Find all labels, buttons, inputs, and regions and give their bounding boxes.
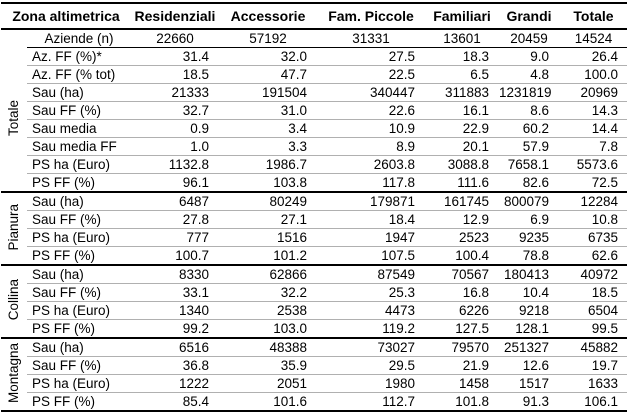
data-cell: 10.9 [317, 120, 425, 138]
group-label-montagna [1, 338, 27, 411]
data-cell: 14.4 [559, 120, 627, 138]
data-cell: 79570 [425, 338, 499, 357]
data-cell: 1222 [131, 375, 219, 393]
data-cell: 112.7 [317, 393, 425, 412]
data-cell: 1516 [219, 229, 317, 247]
row-label: PS FF (%) [27, 393, 131, 412]
data-cell: 27.8 [131, 211, 219, 229]
data-cell: 21333 [131, 84, 219, 102]
table-row [1, 393, 627, 412]
data-cell: 128.1 [499, 320, 559, 339]
column-header-totale: Totale [559, 3, 627, 29]
data-cell: 22.5 [317, 66, 425, 84]
data-cell: 4473 [317, 302, 425, 320]
data-cell: 103.0 [219, 320, 317, 339]
group-label-pianura [1, 192, 27, 265]
data-cell: 1132.8 [131, 156, 219, 174]
data-cell: 22.6 [317, 102, 425, 120]
data-cell: 119.2 [317, 320, 425, 339]
row-label: Sau media FF [27, 138, 131, 156]
data-cell: 1947 [317, 229, 425, 247]
table-row [1, 192, 627, 211]
data-cell: 14.3 [559, 102, 627, 120]
data-cell: 6487 [131, 192, 219, 211]
data-cell: 19.7 [559, 357, 627, 375]
table-row [1, 48, 627, 66]
data-cell: 60.2 [499, 120, 559, 138]
data-cell: 6.5 [425, 66, 499, 84]
data-cell: 117.8 [317, 174, 425, 193]
data-cell: 20.1 [425, 138, 499, 156]
group-label-text: Montagna [6, 342, 22, 404]
data-cell: 13601 [425, 29, 499, 48]
table-row-aziende [1, 29, 627, 48]
data-cell: 25.3 [317, 284, 425, 302]
row-label: PS ha (Euro) [27, 375, 131, 393]
data-cell: 3088.8 [425, 156, 499, 174]
data-cell: 161745 [425, 192, 499, 211]
data-cell: 9218 [499, 302, 559, 320]
data-cell: 18.5 [131, 66, 219, 84]
row-label: PS FF (%) [27, 320, 131, 339]
row-label: Sau FF (%) [27, 211, 131, 229]
row-label: Sau media [27, 120, 131, 138]
data-cell: 8.9 [317, 138, 425, 156]
data-cell: 2603.8 [317, 156, 425, 174]
data-cell: 32.2 [219, 284, 317, 302]
table-row [1, 320, 627, 339]
table-row [1, 66, 627, 84]
data-cell: 100.4 [425, 247, 499, 266]
group-label-text: Totale [6, 99, 22, 136]
data-cell: 27.1 [219, 211, 317, 229]
data-cell: 57.9 [499, 138, 559, 156]
data-cell: 1231819 [499, 84, 559, 102]
data-cell: 8.6 [499, 102, 559, 120]
data-cell: 32.7 [131, 102, 219, 120]
row-label: PS FF (%) [27, 174, 131, 193]
data-cell: 100.7 [131, 247, 219, 266]
data-cell: 111.6 [425, 174, 499, 193]
data-cell: 21.9 [425, 357, 499, 375]
data-cell: 1517 [499, 375, 559, 393]
data-cell: 10.8 [559, 211, 627, 229]
data-cell: 0.9 [131, 120, 219, 138]
data-cell: 20459 [499, 29, 559, 48]
data-cell: 16.1 [425, 102, 499, 120]
data-cell: 1986.7 [219, 156, 317, 174]
data-cell: 70567 [425, 265, 499, 284]
row-label: Sau FF (%) [27, 284, 131, 302]
data-cell: 47.7 [219, 66, 317, 84]
data-cell: 36.8 [131, 357, 219, 375]
row-label: Sau (ha) [27, 265, 131, 284]
data-cell: 73027 [317, 338, 425, 357]
row-label: PS ha (Euro) [27, 302, 131, 320]
data-cell: 3.3 [219, 138, 317, 156]
table-row [1, 247, 627, 266]
table-row [1, 84, 627, 102]
data-cell: 6504 [559, 302, 627, 320]
data-cell: 12.9 [425, 211, 499, 229]
empty-cell [1, 29, 27, 48]
data-cell: 106.1 [559, 393, 627, 412]
data-cell: 6516 [131, 338, 219, 357]
data-cell: 14524 [559, 29, 627, 48]
data-cell: 91.3 [499, 393, 559, 412]
data-cell: 3.4 [219, 120, 317, 138]
table-row [1, 338, 627, 357]
data-cell: 48388 [219, 338, 317, 357]
data-cell: 1633 [559, 375, 627, 393]
table-row [1, 102, 627, 120]
data-cell: 1340 [131, 302, 219, 320]
data-cell: 82.6 [499, 174, 559, 193]
data-cell: 57192 [219, 29, 317, 48]
table-row [1, 302, 627, 320]
row-label: Sau (ha) [27, 84, 131, 102]
data-cell: 27.5 [317, 48, 425, 66]
data-cell: 311883 [425, 84, 499, 102]
data-cell: 31.0 [219, 102, 317, 120]
data-cell: 101.6 [219, 393, 317, 412]
row-label: Sau (ha) [27, 192, 131, 211]
data-cell: 31.4 [131, 48, 219, 66]
table-row [1, 211, 627, 229]
data-cell: 6.9 [499, 211, 559, 229]
data-cell: 103.8 [219, 174, 317, 193]
data-cell: 32.0 [219, 48, 317, 66]
data-cell: 1458 [425, 375, 499, 393]
data-cell: 12284 [559, 192, 627, 211]
header-row [1, 3, 627, 29]
data-cell: 78.8 [499, 247, 559, 266]
table-row [1, 357, 627, 375]
row-label: PS ha (Euro) [27, 229, 131, 247]
data-cell: 6226 [425, 302, 499, 320]
row-label: Sau FF (%) [27, 357, 131, 375]
data-cell: 340447 [317, 84, 425, 102]
data-cell: 22660 [131, 29, 219, 48]
group-label-totale [1, 48, 27, 193]
column-header-accessorie: Accessorie [219, 3, 317, 29]
data-cell: 9235 [499, 229, 559, 247]
data-cell: 33.1 [131, 284, 219, 302]
table-row [1, 229, 627, 247]
data-cell: 18.5 [559, 284, 627, 302]
data-cell: 4.8 [499, 66, 559, 84]
data-cell: 22.9 [425, 120, 499, 138]
data-cell: 20969 [559, 84, 627, 102]
data-cell: 29.5 [317, 357, 425, 375]
row-label: Az. FF (%)* [27, 48, 131, 66]
data-cell: 80249 [219, 192, 317, 211]
data-cell: 1.0 [131, 138, 219, 156]
column-header-zona-altimetrica: Zona altimetrica [1, 3, 131, 29]
data-cell: 2538 [219, 302, 317, 320]
data-cell: 800079 [499, 192, 559, 211]
data-cell: 127.5 [425, 320, 499, 339]
column-header-residenziali: Residenziali [131, 3, 219, 29]
table-row [1, 265, 627, 284]
data-cell: 31331 [317, 29, 425, 48]
data-cell: 191504 [219, 84, 317, 102]
data-cell: 107.5 [317, 247, 425, 266]
data-cell: 10.4 [499, 284, 559, 302]
data-cell: 7658.1 [499, 156, 559, 174]
row-label: PS ha (Euro) [27, 156, 131, 174]
row-label: Aziende (n) [27, 29, 131, 48]
data-cell: 101.8 [425, 393, 499, 412]
data-cell: 45882 [559, 338, 627, 357]
data-cell: 100.0 [559, 66, 627, 84]
data-cell: 8330 [131, 265, 219, 284]
data-cell: 18.4 [317, 211, 425, 229]
data-cell: 777 [131, 229, 219, 247]
data-cell: 99.2 [131, 320, 219, 339]
group-label-text: Collina [6, 279, 22, 321]
data-cell: 9.0 [499, 48, 559, 66]
table-row [1, 375, 627, 393]
data-cell: 62.6 [559, 247, 627, 266]
row-label: Sau FF (%) [27, 102, 131, 120]
table-row [1, 156, 627, 174]
table-row [1, 284, 627, 302]
table-row [1, 120, 627, 138]
data-cell: 40972 [559, 265, 627, 284]
data-cell: 35.9 [219, 357, 317, 375]
data-cell: 6735 [559, 229, 627, 247]
column-header-familiari: Familiari [425, 3, 499, 29]
data-cell: 180413 [499, 265, 559, 284]
data-cell: 96.1 [131, 174, 219, 193]
row-label: Az. FF (% tot) [27, 66, 131, 84]
data-cell: 18.3 [425, 48, 499, 66]
table-row [1, 174, 627, 193]
row-label: PS FF (%) [27, 247, 131, 266]
data-cell: 12.6 [499, 357, 559, 375]
data-cell: 101.2 [219, 247, 317, 266]
data-cell: 1980 [317, 375, 425, 393]
data-cell: 87549 [317, 265, 425, 284]
group-label-text: Pianura [6, 203, 22, 251]
data-cell: 72.5 [559, 174, 627, 193]
data-cell: 99.5 [559, 320, 627, 339]
data-cell: 251327 [499, 338, 559, 357]
data-cell: 2051 [219, 375, 317, 393]
data-cell: 2523 [425, 229, 499, 247]
group-label-collina [1, 265, 27, 338]
data-cell: 5573.6 [559, 156, 627, 174]
data-cell: 7.8 [559, 138, 627, 156]
table-row [1, 138, 627, 156]
data-cell: 85.4 [131, 393, 219, 412]
data-cell: 16.8 [425, 284, 499, 302]
column-header-grandi: Grandi [499, 3, 559, 29]
data-cell: 179871 [317, 192, 425, 211]
data-cell: 26.4 [559, 48, 627, 66]
zona-altimetrica-table [1, 2, 627, 412]
row-label: Sau (ha) [27, 338, 131, 357]
column-header-fam-piccole: Fam. Piccole [317, 3, 425, 29]
data-cell: 62866 [219, 265, 317, 284]
